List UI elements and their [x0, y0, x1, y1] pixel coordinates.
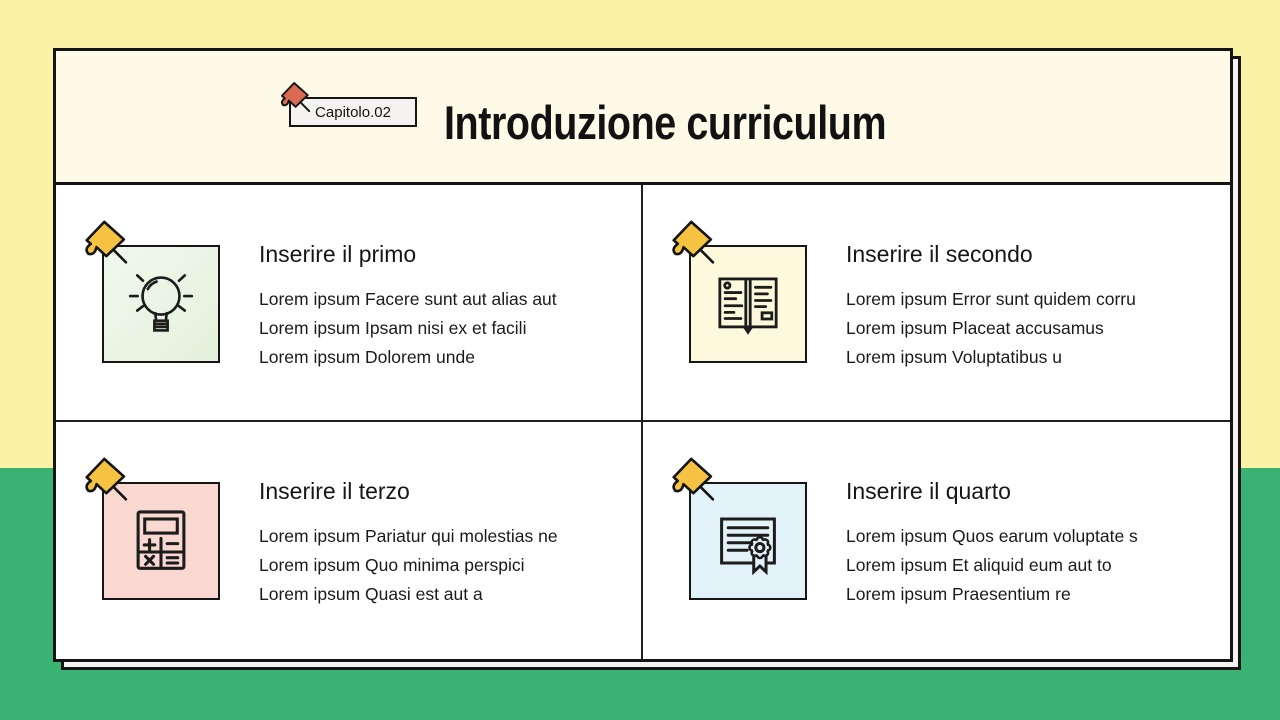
chapter-badge — [289, 97, 417, 127]
item-line: Lorem ipsum Dolorem unde — [259, 347, 475, 367]
icon-note-secondo — [689, 245, 807, 363]
item-line: Lorem ipsum Error sunt quidem corru — [846, 289, 1136, 309]
item-title: Inserire il primo — [259, 241, 417, 267]
page-title: Introduzione curriculum — [444, 96, 887, 149]
pushpin-yellow-icon — [81, 219, 130, 268]
item-line: Lorem ipsum Et aliquid eum aut to — [846, 555, 1112, 575]
item-line: Lorem ipsum Quasi est aut a — [259, 584, 483, 604]
quadrant-quarto — [643, 422, 1230, 659]
pushpin-yellow-icon — [668, 456, 717, 505]
pushpin-yellow-icon — [668, 219, 717, 268]
item-title: Inserire il terzo — [259, 478, 410, 504]
icon-note-terzo — [102, 482, 220, 600]
text-block-terzo — [259, 476, 558, 609]
pushpin-red-icon — [278, 81, 312, 115]
item-line: Lorem ipsum Pariatur qui molestias ne — [259, 526, 558, 546]
open-book-icon — [704, 260, 792, 348]
chapter-label: Capitolo.02 — [315, 103, 391, 121]
item-title: Inserire il secondo — [846, 241, 1033, 267]
content-grid — [56, 185, 1230, 659]
item-line: Lorem ipsum Ipsam nisi ex et facili — [259, 318, 527, 338]
item-title: Inserire il quarto — [846, 478, 1011, 504]
item-line: Lorem ipsum Placeat accusamus — [846, 318, 1104, 338]
text-block-primo — [259, 239, 557, 372]
item-line: Lorem ipsum Quos earum voluptate s — [846, 526, 1138, 546]
item-line: Lorem ipsum Quo minima perspici — [259, 555, 525, 575]
lightbulb-icon — [117, 260, 205, 348]
item-line: Lorem ipsum Voluptatibus u — [846, 347, 1062, 367]
quadrant-terzo — [56, 422, 643, 659]
certificate-icon — [704, 497, 792, 585]
item-line: Lorem ipsum Praesentium re — [846, 584, 1071, 604]
icon-note-quarto — [689, 482, 807, 600]
slide-header — [56, 51, 1230, 185]
quadrant-primo — [56, 185, 643, 422]
calculator-icon — [117, 497, 205, 585]
icon-note-primo — [102, 245, 220, 363]
slide-card — [53, 48, 1233, 662]
text-block-secondo — [846, 239, 1136, 372]
pushpin-yellow-icon — [81, 456, 130, 505]
text-block-quarto — [846, 476, 1138, 609]
item-line: Lorem ipsum Facere sunt aut alias aut — [259, 289, 557, 309]
quadrant-secondo — [643, 185, 1230, 422]
